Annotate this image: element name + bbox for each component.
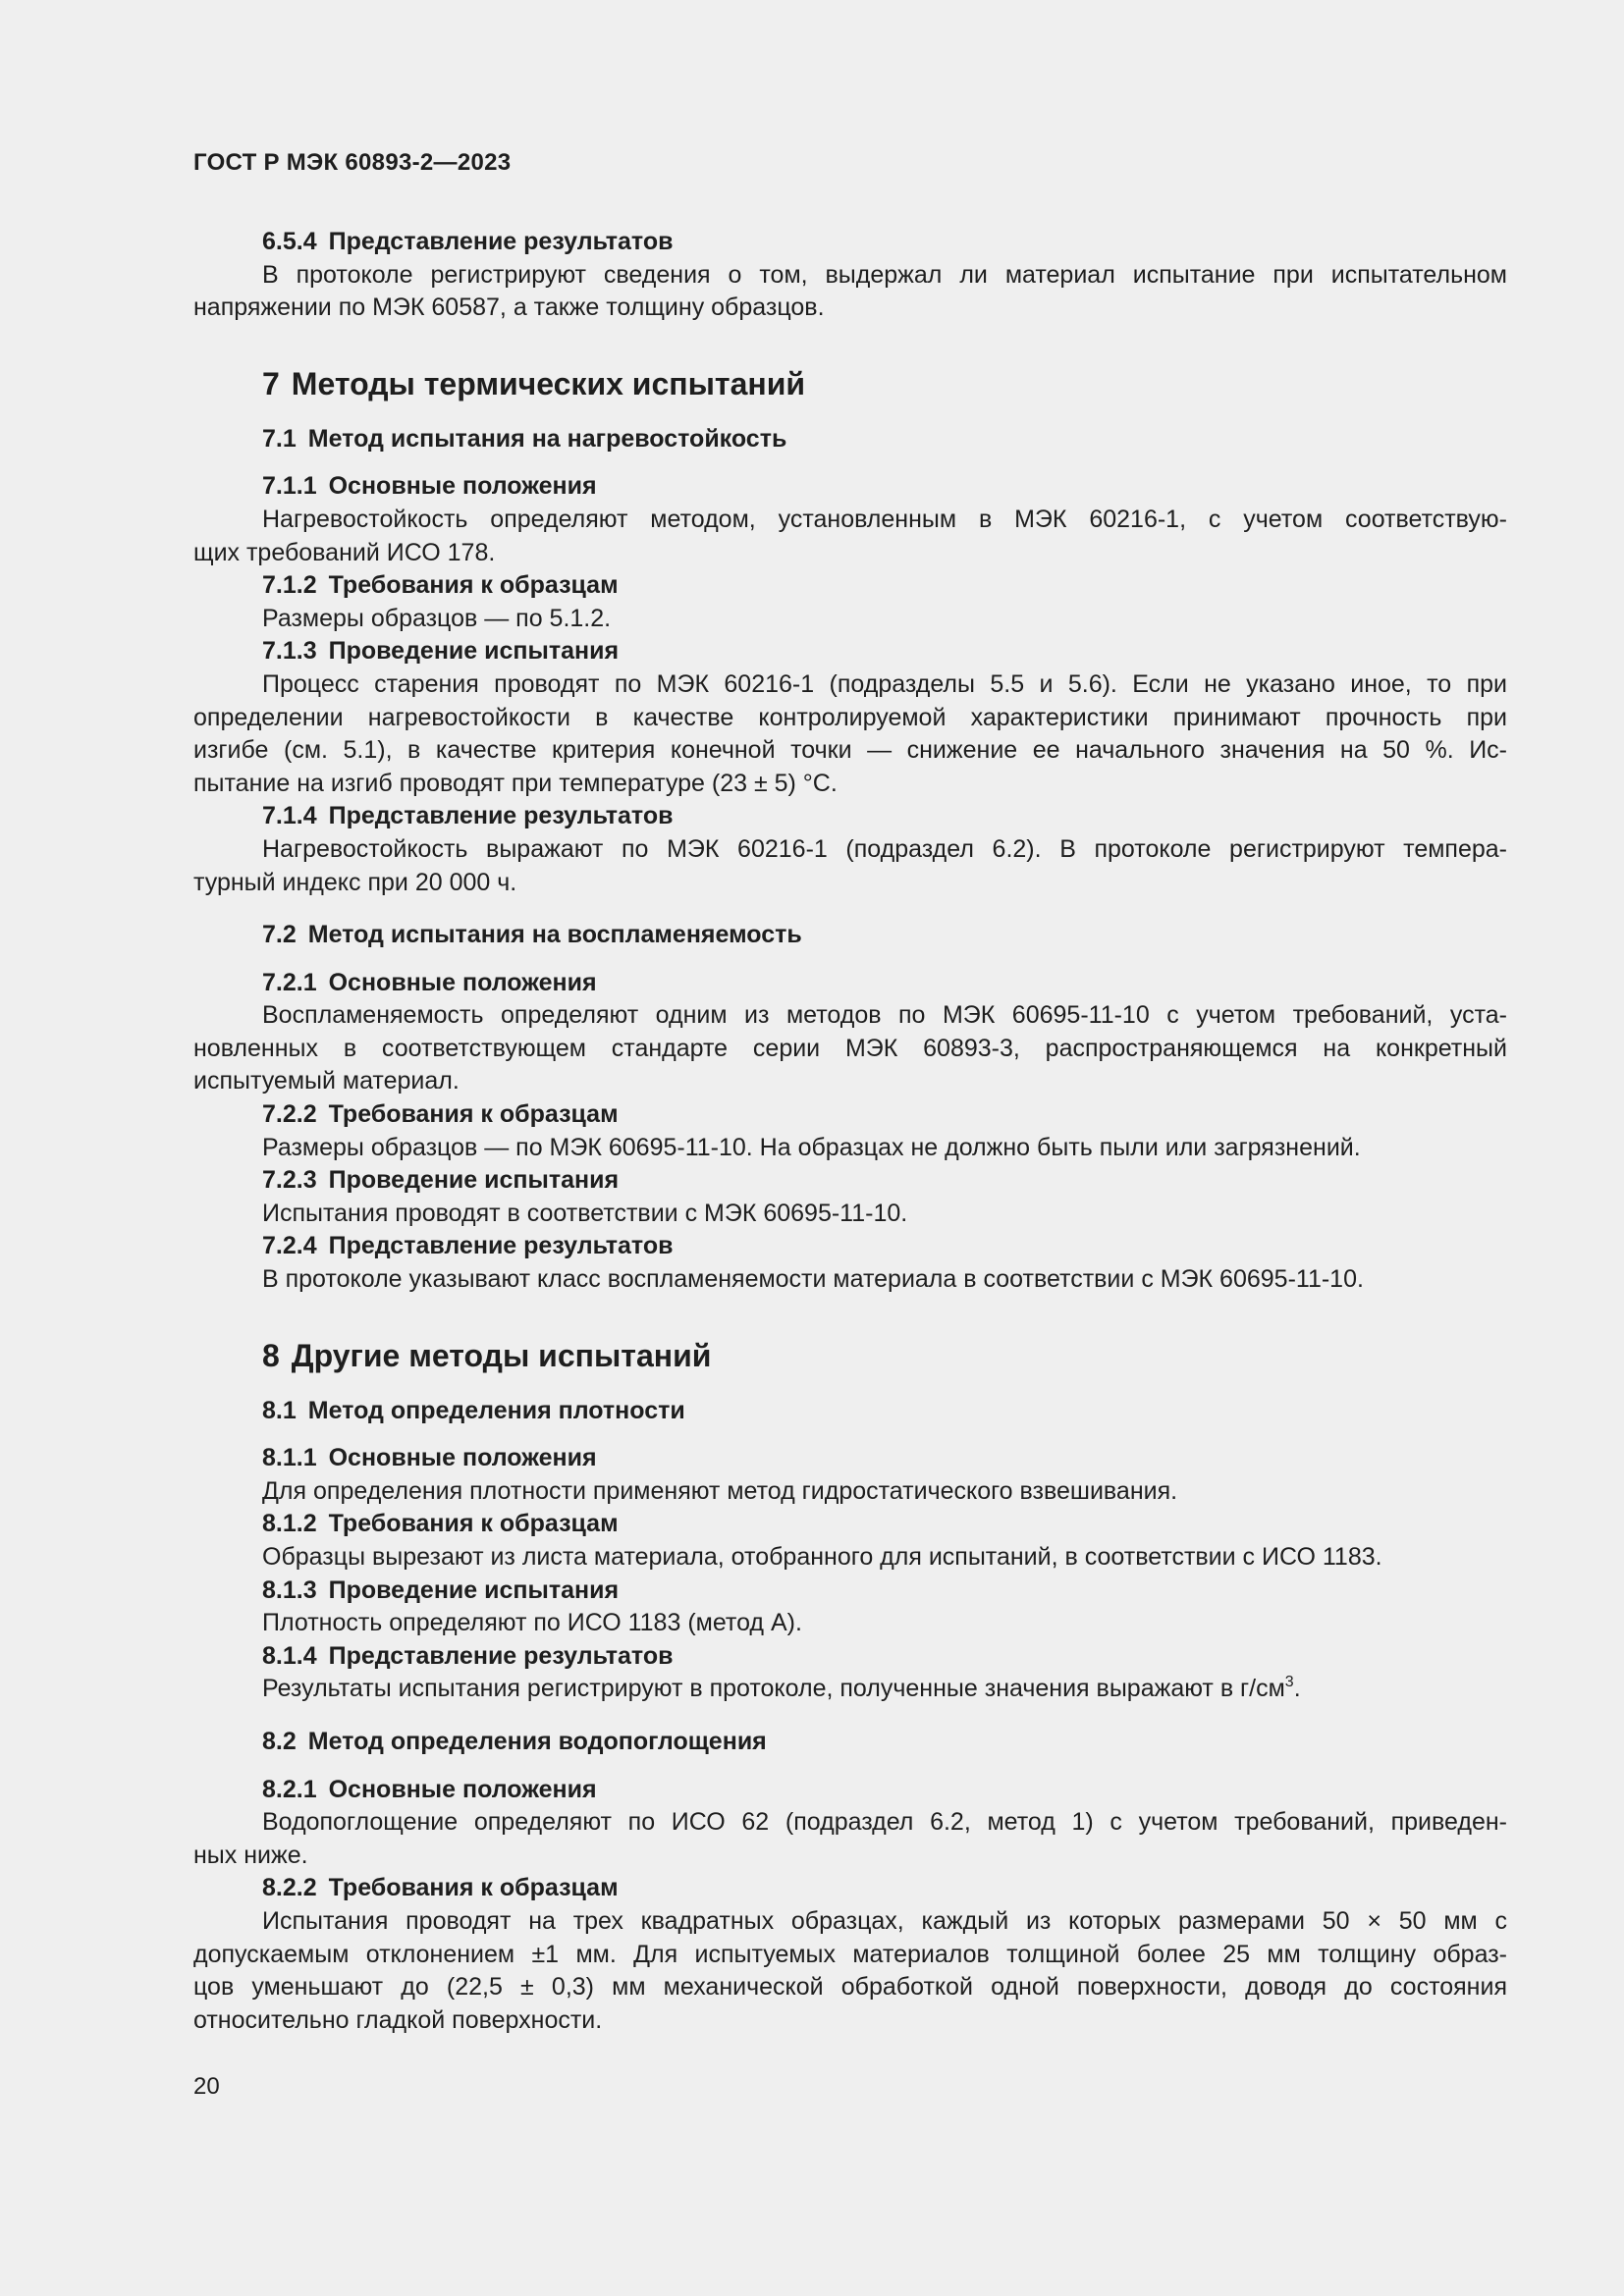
paragraph-line: щих требований ИСО 178.: [193, 538, 496, 566]
paragraph-line: определении нагревостойкости в качестве контролируемой характеристики принимают прочность при: [193, 703, 1507, 731]
heading-title: Проведение испытания: [328, 1575, 620, 1604]
paragraph-line: относительно гладкой поверхности.: [193, 2005, 603, 2034]
subsection-heading-7-2: [193, 919, 1507, 952]
heading-number: 7.1.4: [262, 802, 317, 830]
paragraph-line: Испытания проводят в соответствии с МЭК 60695-11-10.: [262, 1199, 908, 1227]
subsection-heading-7-1: [193, 423, 1507, 456]
paragraph-line: Процесс старения проводят по МЭК 60216-1 (подразделы 5.5 и 5.6). Если не указано иное, то при: [262, 669, 1507, 698]
heading-number: 8.2: [262, 1727, 297, 1755]
heading-number: 7: [262, 365, 280, 401]
paragraph-line: ных ниже.: [193, 1841, 308, 1869]
document-body: [193, 226, 1507, 2037]
heading-title: Требования к образцам: [328, 1510, 619, 1538]
heading-title: Метод определения плотности: [307, 1396, 685, 1424]
heading-title: Проведение испытания: [328, 637, 620, 666]
heading-number: 7.2.3: [262, 1166, 317, 1195]
document-header: ГОСТ Р МЭК 60893-2—2023: [193, 149, 512, 176]
paragraph-line: цов уменьшают до (22,5 ± 0,3) мм механической обработкой одной поверхности, доводя до состояния: [193, 1973, 1507, 2002]
paragraph-line: Нагревостойкость определяют методом, установленным в МЭК 60216-1, с учетом соответствую-: [262, 505, 1507, 533]
heading-title: Основные положения: [328, 1775, 597, 1803]
paragraph-line: допускаемым отклонением ±1 мм. Для испытуемых материалов толщиной более 25 мм толщину образ-: [193, 1940, 1507, 1968]
subsection-heading-8-1: [193, 1395, 1507, 1428]
paragraph-line: напряжении по МЭК 60587, а также толщину образцов.: [193, 294, 825, 322]
paragraph-line: [193, 1673, 1507, 1706]
subsection-heading-7-2-1: [193, 967, 1507, 1000]
superscript: 3: [1284, 1674, 1294, 1691]
paragraph-line: В протоколе указывают класс воспламеняемости материала в соответствии с МЭК 60695-11-10.: [262, 1265, 1364, 1294]
paragraph-line: Для определения плотности применяют метод гидростатического взвешивания.: [262, 1476, 1178, 1505]
paragraph-line: Размеры образцов — по 5.1.2.: [262, 604, 612, 632]
heading-number: 8.1.3: [262, 1575, 317, 1604]
subsection-heading-7-2-2: [193, 1098, 1507, 1132]
heading-title: Метод испытания на воспламеняемость: [307, 921, 802, 949]
paragraph-line: испытуемый материал.: [193, 1067, 460, 1095]
heading-number: 6.5.4: [262, 228, 317, 255]
subsection-heading-7-1-2: [193, 569, 1507, 603]
heading-title: Методы термических испытаний: [291, 365, 806, 401]
subsection-heading-7-2-3: [193, 1164, 1507, 1198]
paragraph-line: Водопоглощение определяют по ИСО 62 (подраздел 6.2, метод 1) с учетом требований, приведен-: [262, 1808, 1507, 1837]
paragraph-line: Нагревостойкость выражают по МЭК 60216-1 (подраздел 6.2). В протоколе регистрируют темпера-: [262, 834, 1507, 863]
heading-title: Другие методы испытаний: [291, 1337, 712, 1373]
heading-number: 7.2.4: [262, 1232, 317, 1260]
subsection-heading-7-1-3: [193, 635, 1507, 668]
paragraph-line: Испытания проводят на трех квадратных образцах, каждый из которых размерами 50 × 50 мм с: [262, 1906, 1507, 1935]
heading-number: 7.1: [262, 424, 297, 453]
subsection-heading-7-1-1: [193, 470, 1507, 504]
subsection-heading-8-1-4: [193, 1640, 1507, 1674]
paragraph-line: пытание на изгиб проводят при температуре (23 ± 5) °С.: [193, 769, 838, 797]
heading-title: Основные положения: [328, 968, 597, 996]
heading-number: 8.2.1: [262, 1775, 317, 1803]
page-number: 20: [193, 2073, 220, 2100]
heading-number: 7.2.2: [262, 1100, 317, 1129]
paragraph-line: Размеры образцов — по МЭК 60695-11-10. На образцах не должно быть пыли или загрязнений.: [262, 1133, 1361, 1161]
heading-title: Метод определения водопоглощения: [307, 1727, 767, 1755]
subsection-heading-8-1-3: [193, 1575, 1507, 1608]
paragraph-line: В протоколе регистрируют сведения о том, выдержал ли материал испытание при испытательном: [262, 260, 1507, 289]
paragraph-line: Воспламеняемость определяют одним из методов по МЭК 60695-11-10 с учетом требований, уста-: [262, 1001, 1507, 1030]
subsection-heading-8-2-1: [193, 1774, 1507, 1807]
heading-number: 7.2.1: [262, 968, 317, 996]
heading-number: 8.1.4: [262, 1641, 317, 1670]
subsection-heading-7-2-4: [193, 1230, 1507, 1263]
heading-number: 7.1.1: [262, 472, 317, 501]
paragraph-text-end: .: [1293, 1675, 1301, 1703]
subsection-heading-8-2: [193, 1726, 1507, 1759]
paragraph-line: Плотность определяют по ИСО 1183 (метод А).: [262, 1609, 802, 1637]
paragraph-line: изгибе (см. 5.1), в качестве критерия конечной точки — снижение ее начального значения на 50 %. Ис-: [193, 736, 1507, 765]
paragraph-text: Результаты испытания регистрируют в протоколе, полученные значения выражают в г/см: [262, 1675, 1285, 1703]
heading-number: 8.1: [262, 1396, 297, 1424]
heading-number: 7.1.2: [262, 571, 317, 600]
subsection-heading-6-5-4: [193, 226, 1507, 259]
subsection-heading-7-1-4: [193, 800, 1507, 833]
section-heading-8: [193, 1336, 1507, 1375]
section-heading-7: [193, 364, 1507, 403]
heading-number: 7.2: [262, 921, 297, 949]
paragraph-line: Образцы вырезают из листа материала, отобранного для испытаний, в соответствии с ИСО 1183.: [262, 1543, 1382, 1571]
heading-title: Основные положения: [328, 1444, 597, 1472]
heading-number: 8.1.2: [262, 1510, 317, 1538]
paragraph-line: новленных в соответствующем стандарте серии МЭК 60893-3, распространяющемся на конкретный: [193, 1034, 1507, 1062]
heading-title: Представление результатов: [328, 1641, 674, 1670]
heading-number: 8: [262, 1337, 280, 1373]
heading-title: Требования к образцам: [328, 571, 619, 600]
heading-title: Требования к образцам: [328, 1874, 619, 1902]
heading-number: 8.1.1: [262, 1444, 317, 1472]
subsection-heading-8-2-2: [193, 1872, 1507, 1905]
subsection-heading-8-1-1: [193, 1442, 1507, 1475]
heading-number: 8.2.2: [262, 1874, 317, 1902]
subsection-heading-8-1-2: [193, 1508, 1507, 1541]
heading-title: Основные положения: [328, 472, 597, 501]
heading-number: 7.1.3: [262, 637, 317, 666]
heading-title: Проведение испытания: [328, 1166, 620, 1195]
heading-title: Представление результатов: [328, 228, 674, 255]
heading-title: Метод испытания на нагревостойкость: [307, 424, 787, 453]
heading-title: Представление результатов: [328, 802, 674, 830]
heading-title: Требования к образцам: [328, 1100, 619, 1129]
paragraph-line: турный индекс при 20 000 ч.: [193, 868, 517, 896]
heading-title: Представление результатов: [328, 1232, 674, 1260]
